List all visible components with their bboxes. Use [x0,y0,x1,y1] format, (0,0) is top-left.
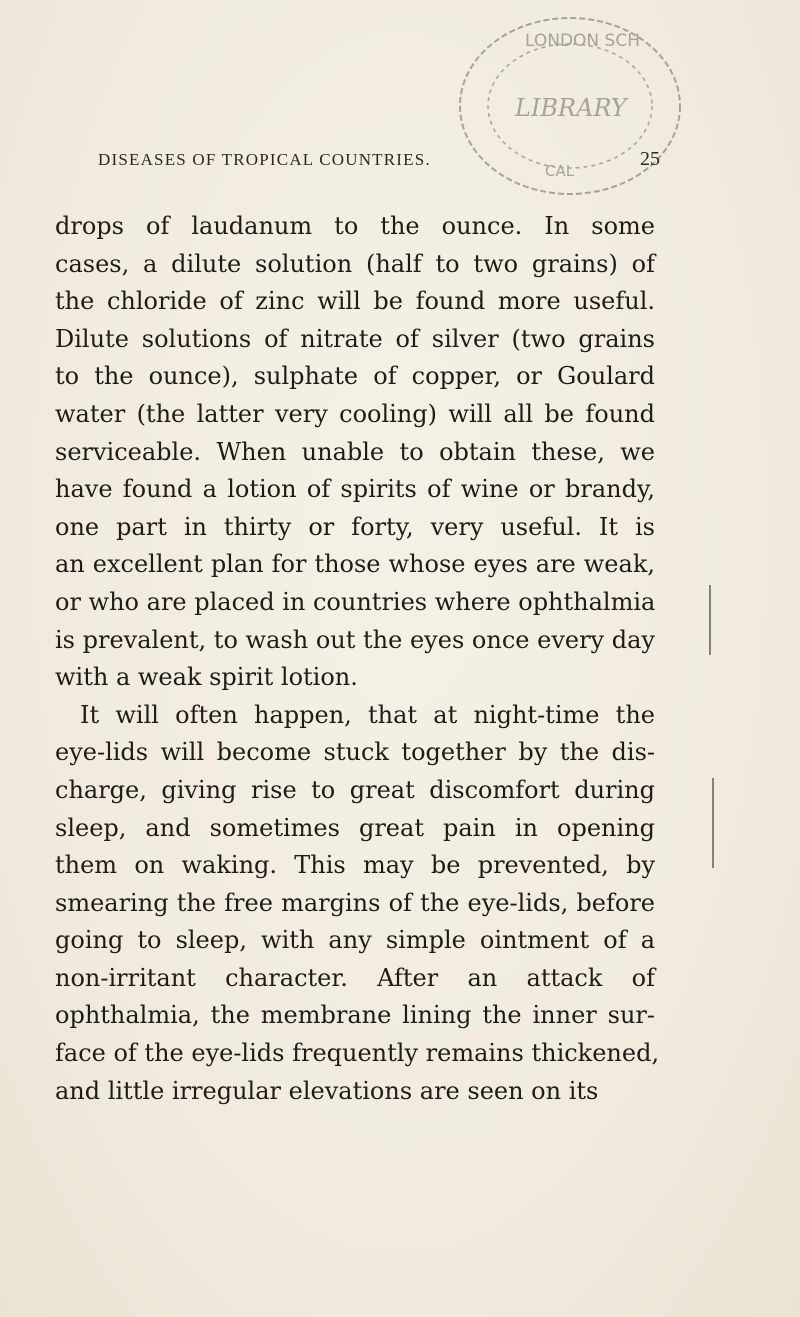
text-line: to the ounce), sulphate of copper, or Goulard [55,362,655,391]
text-line: with a weak spirit lotion. [55,663,358,692]
text-line: non-irritant character. After an attack of [55,963,655,992]
svg-text:CAL: CAL [545,162,575,180]
text-line: Dilute solutions of nitrate of silver (two grains [55,324,655,353]
text-line: eye-lids will become stuck together by the dis- [55,738,655,767]
page-number: 25 [640,148,660,170]
text-line: charge, giving rise to great discomfort during [55,775,655,804]
margin-pencil-mark [712,778,714,868]
text-line: an excellent plan for those whose eyes are weak, [55,550,655,579]
margin-pencil-mark [709,585,711,655]
text-line: is prevalent, to wash out the eyes once every day [55,625,655,654]
text-line: them on waking. This may be prevented, by [55,851,655,880]
text-line: and little irregular elevations are seen on its [55,1076,599,1105]
body-text [55,208,660,1110]
text-line: have found a lotion of spirits of wine or brandy, [55,475,655,504]
library-stamp [430,6,730,206]
text-line: drops of laudanum to the ounce. In some [55,212,655,240]
text-line: face of the eye-lids frequently remains thickened, [55,1039,660,1068]
text-line: ophthalmia, the membrane lining the inner sur- [55,1001,655,1030]
text-line: serviceable. When unable to obtain these, we [55,437,655,466]
running-header [98,150,658,174]
text-line: going to sleep, with any simple ointment of a [55,926,655,955]
text-line: or who are placed in countries where ophthalmia [55,587,656,616]
text-line: water (the latter very cooling) will all be found [55,399,655,428]
text-line: It will often happen, that at night-time the [80,700,655,729]
text-line: cases, a dilute solution (half to two grains) of [55,249,655,278]
svg-text:LONDON SCH: LONDON SCH [525,31,640,51]
text-line: one part in thirty or forty, very useful. It is [55,512,655,541]
text-line: sleep, and sometimes great pain in opening [55,813,655,842]
text-line: the chloride of zinc will be found more useful. [55,287,655,316]
text-line: smearing the free margins of the eye-lids, before [55,888,655,917]
running-title: DISEASES OF TROPICAL COUNTRIES. [98,150,431,169]
svg-text:LIBRARY: LIBRARY [515,94,627,122]
